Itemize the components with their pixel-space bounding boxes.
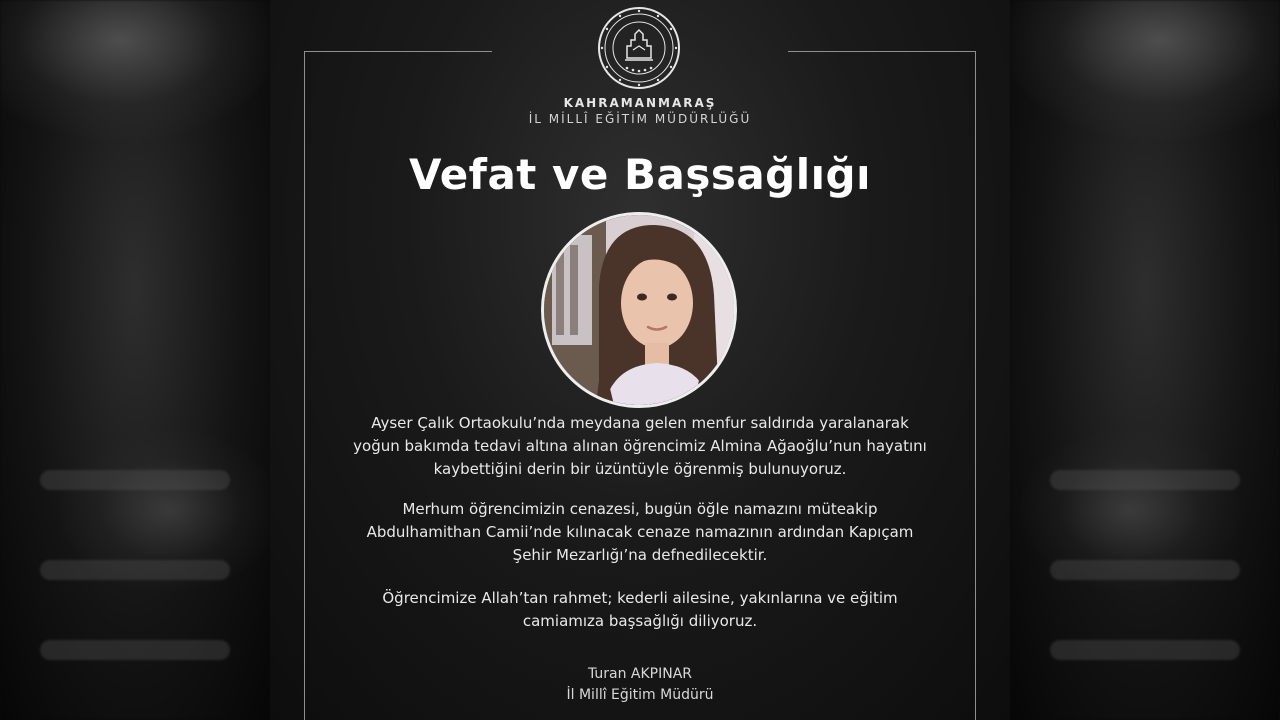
ministry-seal-icon [597,6,681,90]
message-line: Öğrencimize Allah’tan rahmet; kederli ailesine, yakınlarına ve eğitim [382,589,898,607]
message-line: kaybettiğini derin bir üzüntüyle öğrenmiş bulunuyoruz. [433,460,847,478]
message-paragraph-1 [310,412,970,481]
message-paragraph-2 [310,498,970,567]
frame-top-right [788,51,976,52]
blurred-background-left [0,0,270,720]
frame-top-left [304,51,492,52]
organization-department: İL MİLLÎ EĞİTİM MÜDÜRLÜĞÜ [528,112,752,126]
condolence-card [270,0,1010,720]
message-line: yoğun bakımda tedavi altına alınan öğrencimiz Almina Ağaoğlu’nun hayatını [353,437,927,455]
message-line: Ayser Çalık Ortaokulu’nda meydana gelen menfur saldırıda yaralanarak [371,414,909,432]
blurred-background-right [1010,0,1280,720]
signature-title: İl Millî Eğitim Müdürü [566,687,714,703]
message-line: Abdulhamithan Camii’nde kılınacak cenaze namazının ardından Kapıçam [366,523,914,541]
message-paragraph-3 [310,587,970,633]
page-title: Vefat ve Başsağlığı [408,150,871,199]
organization-city: KAHRAMANMARAŞ [563,96,717,110]
student-portrait-photo [541,212,737,408]
message-line: Merhum öğrencimizin cenazesi, bugün öğle namazını müteakip [402,500,878,518]
message-line: camiamıza başsağlığı diliyoruz. [522,612,758,630]
message-line: Şehir Mezarlığı’na defnedilecektir. [512,546,768,564]
signature-name: Turan AKPINAR [587,666,693,682]
